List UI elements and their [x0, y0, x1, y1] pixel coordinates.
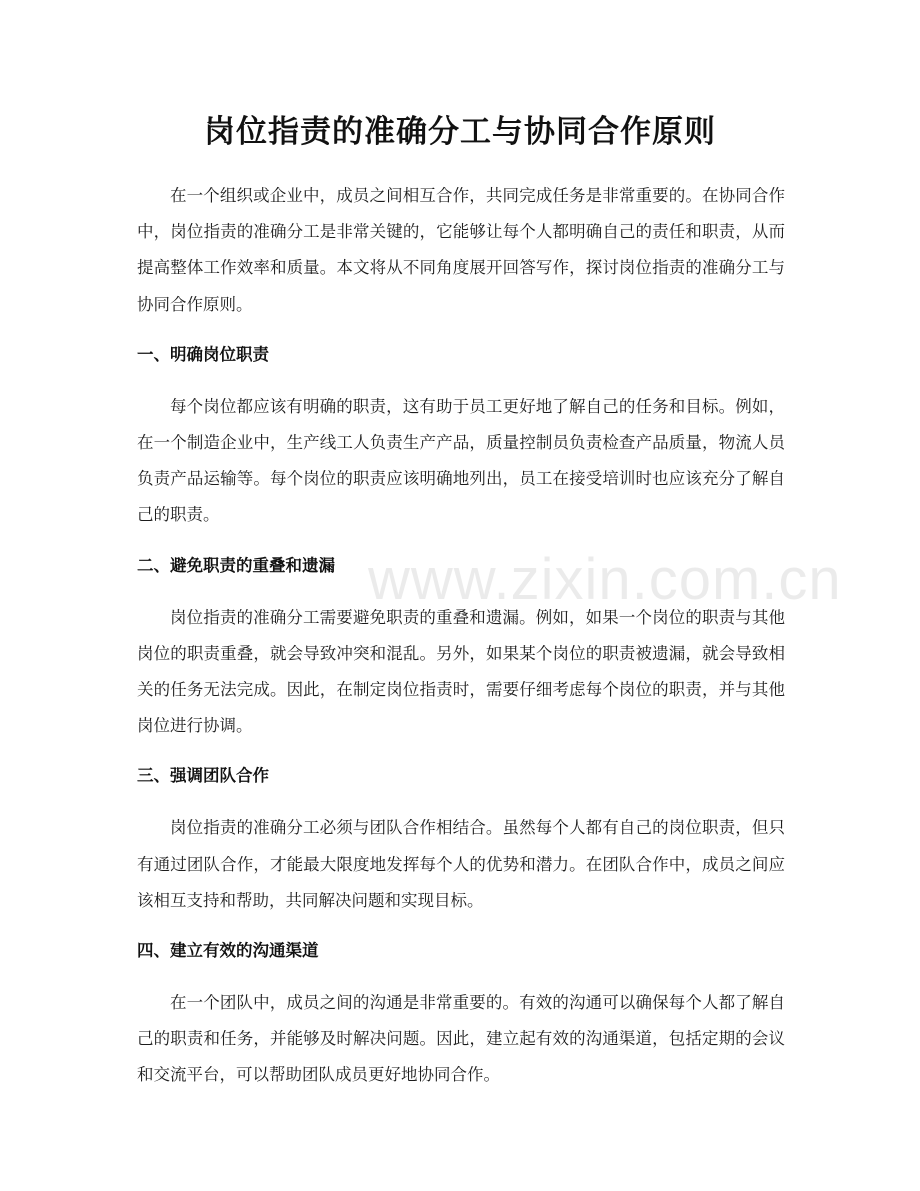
section-body-4: 在一个团队中，成员之间的沟通是非常重要的。有效的沟通可以确保每个人都了解自己的职责和任务，并能够及时解决问题。因此，建立起有效的沟通渠道，包括定期的会议和交流平台，可以帮助团队成员更好地协同合作。 — [137, 993, 785, 1085]
section-body-2: 岗位指责的准确分工需要避免职责的重叠和遗漏。例如，如果一个岗位的职责与其他岗位的职责重叠，就会导致冲突和混乱。另外，如果某个岗位的职责被遗漏，就会导致相关的任务无法完成。因此，在制定岗位指责时，需要仔细考虑每个岗位的职责，并与其他岗位进行协调。 — [137, 607, 785, 736]
section-heading-4: 四、建立有效的沟通渠道 — [137, 941, 319, 961]
section-heading-2: 二、避免职责的重叠和遗漏 — [137, 555, 335, 575]
section-body-1: 每个岗位都应该有明确的职责，这有助于员工更好地了解自己的任务和目标。例如，在一个制造企业中，生产线工人负责生产产品，质量控制员负责检查产品质量，物流人员负责产品运输等。每个岗位的职责应该明确地列出，员工在接受培训时也应该充分了解自己的职责。 — [137, 396, 785, 525]
intro-paragraph: 在一个组织或企业中，成员之间相互合作，共同完成任务是非常重要的。在协同合作中，岗位指责的准确分工是非常关键的，它能够让每个人都明确自己的责任和职责，从而提高整体工作效率和质量。本文将从不同角度展开回答写作，探讨岗位指责的准确分工与协同合作原则。 — [137, 186, 785, 314]
document-body — [137, 178, 785, 1094]
document-title: 岗位指责的准确分工与协同合作原则 — [204, 114, 716, 150]
section-body-3: 岗位指责的准确分工必须与团队合作相结合。虽然每个人都有自己的岗位职责，但只有通过团队合作，才能最大限度地发挥每个人的优势和潜力。在团队合作中，成员之间应该相互支持和帮助，共同解决问题和实现目标。 — [137, 818, 785, 910]
section-heading-1: 一、明确岗位职责 — [137, 344, 269, 364]
section-heading-3: 三、强调团队合作 — [137, 766, 269, 786]
watermark: www.zixin.com.cn — [368, 547, 842, 612]
